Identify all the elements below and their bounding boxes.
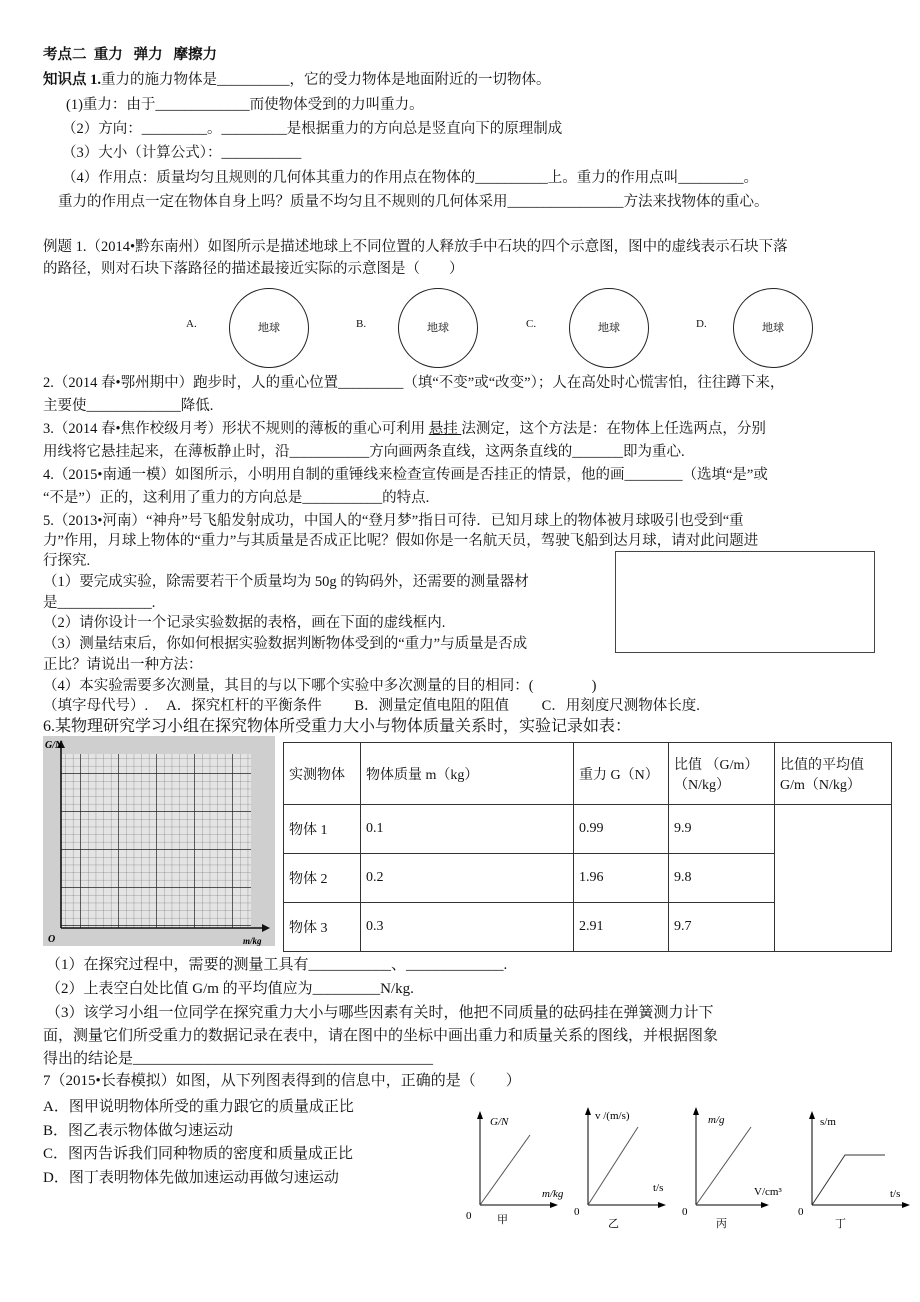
y-axis-label: v /(m/s) — [595, 1110, 630, 1122]
q7-option-a: A．图甲说明物体所受的重力跟它的质量成正比 — [43, 1099, 354, 1115]
y-axis-label: m/g — [708, 1114, 725, 1126]
text-line: 重力的作用点一定在物体自身上吗？质量不均匀且不规则的几何体采用________________方法来找物体的重心。 — [58, 194, 769, 210]
y-axis-label: s/m — [820, 1116, 836, 1128]
q5-text: 力”作用，月球上物体的“重力”与其质量是否成正比呢？假如你是一名航天员，驾驶飞船到达月球，请对此问题进 — [43, 533, 759, 549]
cell: 0.1 — [361, 805, 574, 854]
chart-name: 甲 — [497, 1214, 508, 1226]
text-line: 重力的施力物体是__________，它的受力物体是地面附近的一切物体。 — [101, 72, 551, 88]
origin-label: 0 — [466, 1210, 472, 1222]
cell: 物体 3 — [284, 903, 361, 952]
option-label: D. — [696, 318, 707, 330]
option-label: B. — [356, 318, 367, 330]
cell: 0.3 — [361, 903, 574, 952]
x-axis-label: m/kg — [243, 936, 262, 946]
header-cell: 比值 （G/m）（N/kg） — [669, 743, 775, 805]
text: 法测定，这个方法是：在物体上任选两点，分别 — [461, 421, 766, 437]
q5-part1: 是_____________. — [43, 595, 156, 611]
q5-text: 5.（2013•河南）“神舟”号飞船发射成功，中国人的“登月梦”指日可待．已知月球上的物体被月球吸引也受到“重 — [43, 513, 744, 529]
cell: 9.7 — [669, 903, 775, 952]
q7-option-d: D．图丁表明物体先做加速运动再做匀速运动 — [43, 1170, 339, 1186]
table-row — [284, 805, 892, 854]
example-1-text: 例题 1.（2014•黔东南州）如图所示是描述地球上不同位置的人释放手中石块的四个示意图，图中的虚线表示石块下落 — [43, 239, 788, 255]
q5-part2: （2）请你设计一个记录实验数据的表格，画在下面的虚线框内. — [43, 615, 446, 631]
cell: 9.9 — [669, 805, 775, 854]
option-label: A. — [186, 318, 197, 330]
header-cell: 重力 G（N） — [574, 743, 669, 805]
header-cell: 物体质量 m（kg） — [361, 743, 574, 805]
q3-text: 用线将它悬挂起来，在薄板静止时，沿___________方向画两条直线，这两条直线的_______即为重心. — [43, 444, 685, 460]
y-axis-label: G/N — [490, 1116, 509, 1128]
q5-text: 行探究. — [43, 553, 91, 569]
earth-diagram-b — [398, 288, 478, 368]
data-line — [480, 1135, 530, 1205]
q6-part3: 面，测量它们所受重力的数据记录在表中，请在图中的坐标中画出重力和质量关系的图线，并根据图象 — [43, 1028, 719, 1044]
earth-diagram-a — [229, 288, 309, 368]
q7-option-b: B．图乙表示物体做匀速运动 — [43, 1123, 234, 1139]
origin-label: 0 — [682, 1206, 688, 1218]
earth-label: 地球 — [427, 322, 449, 334]
origin-label: O — [48, 934, 56, 945]
text-line: (1)重力：由于_____________而使物体受到的力叫重力。 — [66, 97, 424, 113]
knowledge-label: 知识点 1. — [43, 72, 101, 88]
header-cell: 比值的平均值 G/m（N/kg） — [775, 743, 892, 805]
example-1-text: 的路径，则对石块下落路径的描述最接近实际的示意图是（ ） — [43, 261, 464, 277]
data-table — [283, 742, 892, 952]
x-axis-label: m/kg — [542, 1188, 564, 1200]
cell: 2.91 — [574, 903, 669, 952]
earth-label: 地球 — [258, 322, 280, 334]
cell: 0.2 — [361, 854, 574, 903]
option-label: C. — [526, 318, 537, 330]
q6-part3: 得出的结论是________________________________________ — [43, 1051, 434, 1067]
chart-name: 丁 — [835, 1218, 846, 1230]
cell: 1.96 — [574, 854, 669, 903]
graph-paper — [43, 736, 275, 946]
q3-text — [43, 420, 766, 438]
x-axis-label: t/s — [653, 1182, 664, 1194]
q5-part4: （4）本实验需要多次测量，其目的与以下哪个实验中多次测量的目的相同：( ) — [43, 678, 597, 694]
data-line — [812, 1155, 885, 1205]
table-header-row — [284, 743, 892, 805]
q2-text: 主要使_____________降低. — [43, 398, 214, 414]
text-line: （2）方向：_________。_________是根据重力的方向总是竖直向下的原理制成 — [62, 121, 563, 137]
average-blank-cell[interactable] — [775, 805, 892, 952]
text: 3.（2014 春•焦作校级月考）形状不规则的薄板的重心可利用 — [43, 421, 429, 437]
chart-bing — [676, 1105, 786, 1230]
q6-part1: （1）在探究过程中，需要的测量工具有___________、_____________. — [46, 957, 508, 973]
earth-diagram-c — [569, 288, 649, 368]
chart-jia — [460, 1105, 564, 1230]
cell: 物体 2 — [284, 854, 361, 903]
knowledge-point-1 — [43, 71, 551, 89]
q4-text: 4.（2015•南通一模）如图所示，小明用自制的重锤线来检查宣传画是否挂正的情景，他的画________（选填“是”或 — [43, 467, 768, 483]
q7-option-c: C．图丙告诉我们同种物质的密度和质量成正比 — [43, 1146, 354, 1162]
q2-text: 2.（2014 春•鄂州期中）跑步时，人的重心位置_________（填“不变”或“改变”）；人在高处时心慌害怕，往往蹲下来， — [43, 375, 785, 391]
chart-yi — [568, 1105, 668, 1230]
q6-part2: （2）上表空白处比值 G/m 的平均值应为_________N/kg. — [46, 981, 414, 997]
cell: 物体 1 — [284, 805, 361, 854]
y-axis-label: G/N — [45, 740, 63, 751]
earth-diagram-d — [733, 288, 813, 368]
text-line: （4）作用点：质量均匀且规则的几何体其重力的作用点在物体的__________上。重力的作用点叫_________。 — [62, 170, 758, 186]
x-axis-label: t/s — [890, 1188, 901, 1200]
earth-label: 地球 — [598, 322, 620, 334]
origin-label: 0 — [798, 1206, 804, 1218]
section-title: 考点二 重力 弹力 摩擦力 — [43, 47, 217, 63]
earth-label: 地球 — [762, 322, 784, 334]
chart-ding — [790, 1105, 915, 1230]
answer-box[interactable] — [615, 551, 875, 653]
x-axis-label: V/cm³ — [754, 1186, 782, 1198]
cell: 0.99 — [574, 805, 669, 854]
q5-part3: 正比？请说出一种方法： — [43, 657, 203, 673]
q6-text: 6.某物理研究学习小组在探究物体所受重力大小与物体质量关系时，实验记录如表： — [43, 718, 632, 735]
q4-text: “不是”）正的，这利用了重力的方向总是___________的特点. — [43, 490, 430, 506]
text-line: （3）大小（计算公式）：___________ — [62, 145, 302, 161]
answer-text: 悬挂 — [428, 421, 462, 437]
chart-name: 乙 — [608, 1218, 619, 1230]
q5-part1: （1）要完成实验，除需要若干个质量均为 50g 的钩码外，还需要的测量器材 — [43, 574, 529, 590]
header-cell: 实测物体 — [284, 743, 361, 805]
data-line — [588, 1127, 638, 1205]
q7-text: 7（2015•长春模拟）如图，从下列图表得到的信息中，正确的是（ ） — [43, 1073, 521, 1089]
data-line — [696, 1127, 751, 1205]
q5-part4: （填字母代号）. A．探究杠杆的平衡条件 B．测量定值电阻的阻值 C．用刻度尺测物体长度. — [43, 698, 700, 714]
origin-label: 0 — [574, 1206, 580, 1218]
chart-name: 丙 — [716, 1218, 727, 1230]
grid-svg — [43, 736, 275, 946]
q5-part3: （3）测量结束后，你如何根据实验数据判断物体受到的“重力”与质量是否成 — [43, 636, 528, 652]
cell: 9.8 — [669, 854, 775, 903]
q6-part3: （3）该学习小组一位同学在探究重力大小与哪些因素有关时，他把不同质量的砝码挂在弹簧测力计下 — [46, 1005, 714, 1021]
